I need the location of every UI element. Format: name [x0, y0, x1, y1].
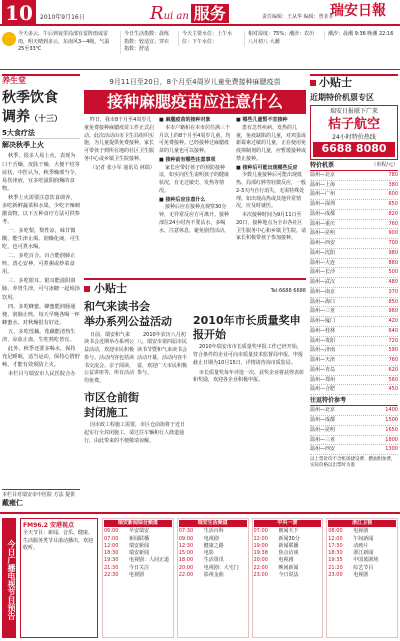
price-route: 温州—大连 [310, 259, 336, 266]
price-row [310, 181, 398, 191]
right-subtitle: 近期特价机票专区 [310, 92, 374, 102]
price-route: 温州—重庆 [310, 220, 336, 227]
price-row [310, 406, 398, 416]
tv-program-time: 15:00 [178, 550, 194, 556]
tips-cols [84, 300, 306, 446]
tv-program-row [254, 543, 322, 550]
tips-body-1 [84, 332, 188, 387]
main-article [84, 74, 306, 274]
tips-headline-1: 和气来读书会 [84, 299, 150, 313]
tv-program-time: 19:38 [253, 550, 268, 556]
price-row [310, 268, 398, 278]
tv-program-title: 电视剧：人间正道 [129, 557, 170, 564]
article-body [84, 117, 306, 244]
price-route: 温州—成都 [310, 210, 336, 217]
tv-program-row [104, 536, 172, 543]
price-value: 500 [388, 269, 398, 276]
fm-title: FM96.2 安港视点 [23, 522, 74, 529]
article-text-4: 患有急性疾病、发热的儿童，免疫缺陷的儿童，对鸡蛋或新霉素过敏的儿童，正在使用免疫抑制剂的儿童，应暂缓接种或禁止接种。 [236, 124, 306, 162]
tv-program-title: 电视剧 [353, 528, 369, 535]
tv-program-title: 电影 [203, 550, 214, 556]
price-row [310, 426, 398, 436]
tv-program-time: 12:00 [253, 535, 268, 542]
notice-title: 2010年市长质量奖申报开始 [193, 313, 301, 341]
tv-channel-name: 瑞安生活频道 [179, 520, 247, 527]
article-text-5: 少数儿童接种后可能出现低热、局部红肿等轻微反应，一般2-3天内自行消失，无需特殊处理。如出现高热或其他异常情况，应及时就医。 [236, 172, 306, 210]
article-reporter: （记者 张小军 通讯员 林瑞） [90, 164, 155, 171]
price-value: 700 [388, 240, 398, 247]
section-logo-r: R [150, 3, 164, 24]
header-editor: 责任编辑：王从华 编辑：曾菲菲 [262, 14, 334, 20]
tv-program-time: 07:00 [253, 528, 268, 535]
price-value: 380 [388, 181, 398, 188]
section-logo [150, 2, 229, 26]
health-title-2-text: 调养 [2, 108, 30, 125]
tv-program-row [179, 528, 247, 535]
page-header [0, 0, 400, 26]
tv-program-time: 18:30 [104, 550, 119, 556]
health-paragraph: 秋季，很多人易上火，表现为口干舌燥、皮肤干燥、大便干结等症状。中医认为，秋季燥邪当令，易伤津液，宜多吃滋阴润燥的食物。 [2, 153, 80, 192]
tips-text-3: 2010年农历八月初八，瑞安市第四届市民读书节暨和气来读书会活动开幕，活动内容丰富，欢迎广大市民积极参与。 [137, 331, 188, 377]
section-logo-uian: ui an [163, 11, 189, 22]
tips-col-left [84, 300, 188, 446]
price-list-note: （单程/元） [371, 161, 398, 168]
price-route: 温州—北京 [310, 407, 336, 414]
price-route: 温州—桂林 [310, 327, 336, 334]
price-value: 720 [388, 337, 398, 344]
health-paragraph: 二、多吃百合。百合能润肺止咳，清心安神，可煮粥或炒菜食用。 [2, 253, 76, 276]
tv-program-time: 17:30 [328, 542, 343, 549]
right-title: 小贴士 [319, 76, 352, 89]
article-head-3: ■ 接种后应注意什么 [159, 196, 206, 203]
price-list-header [310, 162, 398, 171]
tv-program-row [104, 543, 172, 550]
tv-program-row [254, 557, 322, 564]
price-value: 650 [388, 201, 398, 208]
article-subtitle: 9月11日至20日，8个月至4周岁儿童免费接种麻腮疫苗 [109, 78, 281, 86]
price-value: 590 [388, 347, 398, 354]
price-route: 温州—昆明 [310, 230, 336, 237]
price-value: 450 [388, 386, 398, 393]
health-body [2, 152, 80, 378]
price-row [310, 366, 398, 376]
section-name: 服务 [191, 4, 229, 23]
price-row [310, 445, 398, 455]
tv-program-time: 19:00 [253, 542, 268, 549]
price-route: 温州—青岛 [310, 366, 336, 373]
health-paragraph: 此外，秋季还要多喝水，保持充足睡眠，适当运动，保持心情舒畅，才能有效预防上火。 [2, 345, 80, 369]
price-row [310, 307, 398, 317]
tv-channel-name: 浙江卫视 [328, 520, 396, 527]
tips-text-2: 因市政工程施工需要，市区仓前街将于近日起实行全封闭施工，请过往车辆和行人绕道通行，由此带来的不便敬请谅解。 [84, 422, 186, 444]
price-row [310, 337, 398, 347]
tv-program-title: 综艺节目 [353, 564, 374, 571]
fm-box [20, 518, 98, 638]
tv-program-title: 午间新闻 [353, 535, 374, 542]
price-row [310, 385, 398, 395]
health-paragraph: 四、多吃蜂蜜。蜂蜜能润肠通便、润肺止咳，每天早晚各喝一杯蜂蜜水，对秋燥很有好处。 [2, 303, 80, 326]
tv-program-time: 19:30 [104, 557, 119, 564]
price-row [310, 190, 398, 200]
health-subhead-1: 5大食疗法 [2, 129, 80, 139]
price-row [310, 298, 398, 308]
price-row [310, 356, 398, 366]
price-row [310, 229, 398, 239]
tv-program-title: 瑞安新闻 [129, 550, 150, 556]
tv-vertical-label [2, 518, 16, 638]
price-value: 900 [388, 230, 398, 237]
tv-program-title: 新闻联播 [129, 535, 150, 542]
price-route: 温州—三亚 [310, 436, 336, 443]
price-row [310, 210, 398, 220]
price-route: 温州—西安 [310, 240, 336, 247]
tv-program-time: 07:30 [178, 528, 194, 535]
tv-channels [102, 518, 398, 638]
tv-program-time: 08:00 [328, 528, 343, 535]
price-row [310, 220, 398, 230]
article-intro: 昨日，我市8个月至4周岁儿童免费接种麻腮疫苗工作正式启动。此次活动由市卫生局组织实施，为儿童提供免费接种。家长可带孩子到所在地的社区卫生服务中心或乡镇卫生院接种。 [84, 117, 155, 162]
health-paragraph: 五、多吃莲藕。莲藕能清热生津、凉血止血，生吃熟吃皆宜。 [2, 328, 76, 343]
price-row [310, 171, 398, 181]
health-column [2, 74, 80, 508]
tv-program-time: 22:00 [253, 564, 268, 571]
price-value: 850 [388, 298, 398, 305]
tv-program-time: 23:00 [253, 571, 268, 578]
price-value: 620 [388, 366, 398, 373]
article-text-2: 家长应带好孩子的预防接种证，如实向医生说明孩子的健康状况，有无过敏史、发热等情况。 [159, 164, 230, 194]
price-value: 1650 [385, 426, 398, 433]
weather-forecast: 今天多云，午后到夜里局部有雷阵雨或雷雨，明天晴到多云，东南风3—4级，气温25至33℃ [18, 31, 110, 52]
price-route: 温州—长沙 [310, 269, 336, 276]
tv-program-row [328, 543, 396, 550]
tv-program-title: 电视剧 [129, 571, 145, 578]
tv-program-title: 生活资讯 [203, 557, 224, 564]
price-route: 温州—济南 [310, 347, 336, 354]
tv-program-row [328, 565, 396, 572]
tv-program-time: 23:00 [328, 571, 343, 578]
tips-headline-4: 封闭施工 [84, 405, 128, 419]
price-route: 温州—厦门 [310, 318, 336, 325]
tv-program-row [328, 536, 396, 543]
health-paragraph: 秋季上火需要注意饮食调养，多吃新鲜蔬菜和水果，少吃辛辣刺激食物。以下五种食疗方法可供参考。 [2, 194, 80, 225]
tv-program-time: 20:00 [253, 557, 268, 564]
price-row [310, 249, 398, 259]
price-list [310, 171, 398, 395]
right-header [310, 74, 398, 91]
price-row [310, 259, 398, 269]
price-row [310, 376, 398, 386]
price-row [310, 239, 398, 249]
tv-program-title: 中国蓝剧场 [353, 557, 379, 564]
price-value: 600 [388, 191, 398, 198]
article-text-3: 接种后应在接种点观察30分钟，无异常反应方可离开。接种部位24小时内不要沾水，多喝水，注意休息，避免剧烈活动。 [159, 204, 230, 234]
tv-program-row [328, 557, 396, 564]
tv-program-row [254, 572, 322, 579]
article-head-2: ■ 接种前有哪些注意事项 [159, 156, 216, 163]
price-value: 1300 [385, 446, 398, 453]
tv-program-row [104, 557, 172, 564]
health-source: 本栏目对瑞安市中医院 方法 提供 [2, 491, 76, 498]
price-route: 温州—合肥 [310, 386, 336, 393]
article-col-3 [236, 117, 306, 244]
price-route: 温州—天津 [310, 357, 336, 364]
article-title: 接种麻腮疫苗应注意什么 [84, 90, 306, 114]
airline-ad-top: 瑞安日报联下广来 [329, 108, 378, 116]
health-paragraph: 一、多吃梨。梨性凉，味甘微酸，能生津止渴、润燥化痰，可生吃，也可煮水喝。 [2, 228, 80, 251]
tv-program-title: 新闻联播 [278, 542, 299, 549]
tv-vertical-text: 今日广播电视节目预告 [7, 540, 16, 620]
page-number: 10 [2, 0, 36, 26]
tv-program-title: 动画片 [353, 542, 369, 549]
price-route: 温州—西安 [310, 446, 336, 453]
tv-program-time: 12:00 [104, 542, 119, 549]
health-footer [2, 489, 80, 509]
weather-icon [2, 32, 16, 46]
tv-program-title: 健康之路 [203, 542, 224, 549]
tv-program-title: 今日说法 [278, 571, 299, 578]
price-value: 760 [388, 357, 398, 364]
tv-program-title: 电视剧 [353, 571, 369, 578]
health-subhead-2: 解决秋季上火 [2, 141, 44, 150]
health-title-2 [2, 108, 80, 127]
price-value: 880 [388, 259, 398, 266]
health-title-num: （十三） [30, 112, 62, 123]
price-value: 1800 [385, 436, 398, 443]
tv-program-time: 21:30 [104, 564, 119, 571]
tv-program-title: 生活百科 [203, 528, 224, 535]
price-route: 温州—成都 [310, 417, 336, 423]
tips-phone: Tel:6688 6688 [270, 288, 306, 294]
tv-program-title: 浙江新闻 [353, 550, 374, 556]
tv-program-row [328, 572, 396, 579]
tv-program-time: 22:00 [178, 571, 194, 578]
price-list-2 [310, 406, 398, 455]
tv-program-row [179, 572, 247, 579]
price-route: 温州—贵阳 [310, 337, 336, 344]
price-route: 温州—深圳 [310, 201, 336, 208]
article-text-6: 本次接种时间为9月11日至20日，接种地点为全市各社区卫生服务中心和乡镇卫生院，请家长积极带孩子参加接种。 [236, 212, 306, 242]
health-section-text: 养生堂 [2, 76, 26, 85]
notice-body: 2010年瑞安市市长质量奖申报工作已经开始，符合条件的企业可向市质量技术监督局申报。申报截止日期为10月15日，详情请咨询市质监局。 [193, 344, 304, 366]
price-route: 温州—南京 [310, 288, 336, 295]
article-col-1 [84, 117, 154, 244]
article-head-4: ■ 哪些儿童暂不宜接种 [236, 117, 288, 124]
price-row [310, 346, 398, 356]
price-route: 温州—昆明 [310, 426, 336, 433]
price-row [310, 317, 398, 327]
tv-channel-name: 中央一套 [254, 520, 322, 527]
tv-program-row [179, 557, 247, 564]
tv-program-time: 12:00 [328, 535, 343, 542]
tips-title: 小贴士 [94, 282, 127, 295]
tv-program-time: 09:00 [178, 535, 194, 542]
price-value: 980 [388, 249, 398, 256]
health-paragraph: 本栏目与瑞安市人民医院合办 [8, 371, 76, 378]
tv-program-time: 18:30 [328, 550, 343, 556]
notice-body-2: 市长质量奖每年评选一次，获奖企业将获得表彰和奖励，欢迎各企业积极申报。 [193, 369, 305, 384]
weather-life-index: 今日生活指数：晨练指数：较适宜；穿衣指数：舒适 [120, 31, 172, 54]
tv-channel [326, 518, 398, 638]
price-value: 760 [388, 220, 398, 227]
header-date: 2010年9月16日 [40, 14, 85, 21]
price-value: 640 [388, 327, 398, 334]
article-col-2 [159, 117, 231, 244]
price-value: 1400 [385, 407, 398, 414]
health-author: 戴雍仁 [2, 498, 23, 508]
right-column [310, 74, 398, 508]
tv-program-row [254, 536, 322, 543]
tips-header [84, 282, 306, 297]
tips-logo-icon [84, 286, 90, 292]
health-paragraph: 三、多吃银耳。银耳能滋阴润肺、养胃生津，可与冰糖一起炖汤饮用。 [2, 278, 80, 301]
price-row [310, 278, 398, 288]
right-logo-icon [310, 80, 316, 86]
tv-program-time: 21:20 [328, 564, 343, 571]
tips-text-1: 日前，瑞安和气来读书会近期举办系列公益活动，欢迎市民积极参与。活动内容包括读书交流会、亲子阅读、公益讲座等，所有活动均免费。 [84, 331, 135, 385]
tv-program-title: 影视金曲 [203, 571, 224, 578]
tv-program-title: 瑞安新闻 [129, 542, 150, 549]
tv-program-title: 晚间新闻 [278, 564, 299, 571]
tv-program-row [179, 565, 247, 572]
price-row [310, 288, 398, 298]
tv-program-title: 电视剧 [203, 535, 219, 542]
airline-ad-phone: 6688 8080 [313, 142, 395, 157]
tv-program-time: 18:00 [178, 557, 194, 564]
price-footer: 以上票价均不含机场建设费、燃油附加费，实际价格以出票时为准 [310, 457, 396, 469]
price-route: 温州—三亚 [310, 308, 336, 315]
tv-channel-name: 瑞安新闻综合频道 [104, 520, 172, 527]
newspaper-logo: 瑞安日報 [330, 3, 386, 19]
price-route: 温州—海口 [310, 298, 336, 305]
price-value: 420 [388, 318, 398, 325]
price-route: 温州—广州 [310, 191, 336, 198]
price-value: 780 [388, 171, 398, 178]
price-route: 温州—沈阳 [310, 249, 336, 256]
airline-ad-sub: 24小时特价热线 [332, 133, 376, 141]
price-list-title: 特价机票 [310, 161, 335, 169]
price-route: 温州—北京 [310, 171, 336, 178]
tv-program-time: 22:30 [104, 571, 119, 578]
health-section-label [2, 74, 80, 87]
tips-headline-2: 举办系列公益活动 [84, 314, 172, 328]
tips-section [84, 278, 306, 508]
tv-program-time: 19:35 [328, 557, 343, 564]
airline-ad-name: 桔子航空 [327, 117, 380, 133]
price-value: 370 [388, 288, 398, 295]
article-text-1: 本市户籍和在本市居住满三个月以上的8个月至4周岁儿童，均可免费接种。已经接种过麻腮疫苗的儿童也可以接种。 [159, 124, 231, 155]
weather-tide: 潮汐：晨潮 9:36 晚潮 22:16 [324, 31, 398, 39]
tv-program-row [254, 565, 322, 572]
tips-headline-3: 市区仓前街 [84, 390, 139, 404]
price-row [310, 327, 398, 337]
fm-body: 全天节目：新闻、音乐、健康、生活服务类节目滚动播出，欢迎收听。 [23, 530, 94, 551]
weather-strip [0, 28, 400, 70]
article-head-1: ■ 麻腮疫苗的接种对象 [159, 117, 211, 124]
price-list2-title: 往返特价参考 [310, 397, 398, 406]
health-title-1: 秋季饮食 [2, 89, 58, 106]
price-value: 820 [388, 210, 398, 217]
tv-program-row [328, 528, 396, 535]
price-row [310, 200, 398, 210]
weather-humidity: 相对湿度：75%；潮汐：农历八月初八 大潮 [244, 31, 318, 46]
price-value: 1500 [385, 417, 398, 423]
tv-program-title: 新闻30分 [278, 535, 300, 542]
price-route: 温州—上海 [310, 181, 336, 188]
tv-program-row [179, 543, 247, 550]
price-row [310, 436, 398, 446]
tv-program-title: 朝闻天下 [278, 528, 299, 535]
tv-program-title: 电视剧 [278, 557, 294, 564]
weather-water-level: 今天主要水位：上午水位：下午水位： [178, 31, 238, 46]
tv-program-title: 早安瑞安 [129, 528, 150, 535]
tv-channel [252, 518, 324, 638]
tv-program-row [104, 528, 172, 535]
price-route: 温州—武汉 [310, 279, 336, 286]
tv-program-title: 今日关注 [129, 564, 150, 571]
tv-channel [177, 518, 249, 638]
tv-program-time: 20:00 [178, 564, 194, 571]
price-route: 温州—郑州 [310, 376, 336, 383]
tv-program-title: 焦点访谈 [278, 550, 299, 556]
tv-channel [102, 518, 174, 638]
article-head-5: ■ 接种后可能出现哪些反应 [236, 164, 298, 171]
tv-program-row [179, 536, 247, 543]
airline-ad [310, 105, 398, 160]
tv-program-row [254, 528, 322, 535]
tv-schedule [0, 512, 400, 641]
price-value: 560 [388, 376, 398, 383]
price-value: 480 [388, 279, 398, 286]
tv-program-time: 06:00 [104, 528, 119, 535]
tv-program-title: 电视剧：大宅门 [203, 564, 239, 571]
tv-program-time: 07:00 [104, 535, 119, 542]
price-row [310, 416, 398, 426]
tv-program-row [104, 572, 172, 579]
tips-col-right [193, 300, 305, 446]
tv-program-time: 12:30 [178, 542, 194, 549]
tv-program-row [104, 565, 172, 572]
price-value: 960 [388, 308, 398, 315]
